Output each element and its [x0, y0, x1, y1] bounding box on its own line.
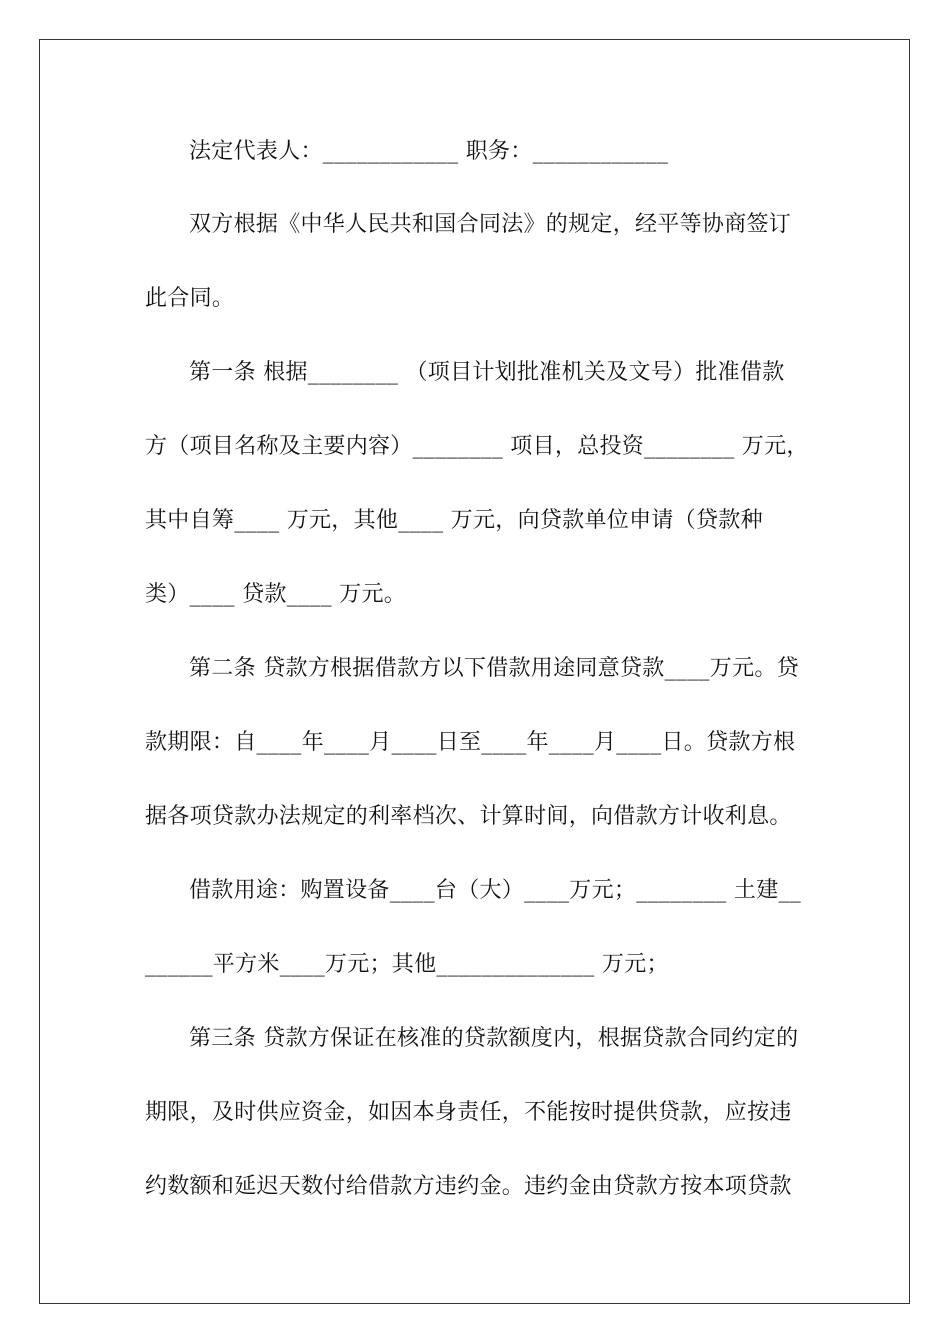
article-1-line-2: 方（项目名称及主要内容）________ 项目，总投资________ 万元， [145, 434, 809, 459]
loan-purpose-line-2: ______平方米____万元；其他______________ 万元； [145, 952, 669, 977]
article-1-line-1: 第一条 根据________ （项目计划批准机关及文号）批准借款 [189, 360, 785, 385]
article-1-line-4: 类）____ 贷款____ 万元。 [145, 582, 407, 607]
article-2-line-1: 第二条 贷款方根据借款方以下借款用途同意贷款____万元。贷 [189, 656, 799, 681]
article-2-line-3: 据各项贷款办法规定的利率档次、计算时间，向借款方计收利息。 [145, 804, 792, 829]
legal-representative-line: 法定代表人：____________ 职务：____________ [189, 139, 669, 164]
article-3-line-3: 约数额和延迟天数付给借款方违约金。违约金由贷款方按本项贷款 [145, 1174, 792, 1199]
article-3-line-2: 期限，及时供应资金，如因本身责任，不能按时提供贷款，应按违 [145, 1100, 792, 1125]
loan-purpose-line-1: 借款用途：购置设备____台（大）____万元；________ 土建__ [189, 878, 802, 903]
article-2-line-2: 款期限：自____年____月____日至____年____月____日。贷款方根 [145, 730, 796, 755]
contract-basis-paragraph-line-1: 双方根据《中华人民共和国合同法》的规定，经平等协商签订 [189, 212, 792, 237]
article-1-line-3: 其中自筹____ 万元，其他____ 万元，向贷款单位申请（贷款种 [145, 508, 763, 533]
contract-basis-paragraph-line-2: 此合同。 [145, 286, 235, 311]
article-3-line-1: 第三条 贷款方保证在核准的贷款额度内，根据贷款合同约定的 [189, 1026, 799, 1051]
